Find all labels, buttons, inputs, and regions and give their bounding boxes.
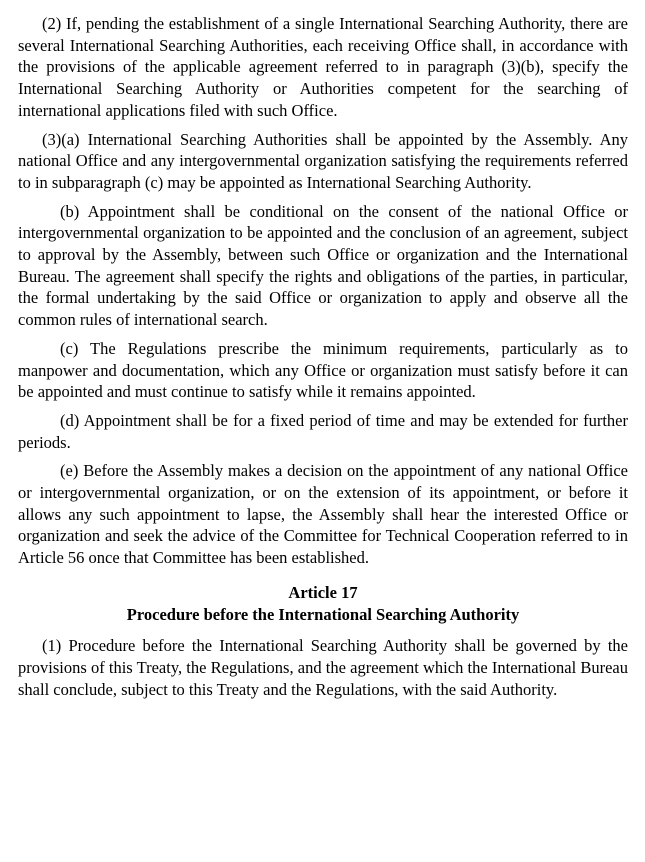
paragraph-3a: (3)(a) International Searching Authorities shall be appointed by the Assembly. Any national Office and any intergovernmental organization satisfying the requirements referred to in subparagraph (c) may be appointed as International Searching Authority. (18, 129, 628, 192)
paragraph-17-1: (1) Procedure before the International Searching Authority shall be governed by the provisions of this Treaty, the Regulations, and the agreement which the International Bureau shall conclude, subject to this Treaty and the Regulations, with the said Authority. (18, 636, 628, 699)
article-title-heading: Procedure before the International Searching Authority (126, 604, 520, 624)
paragraph-3d: (d) Appointment shall be for a fixed period of time and may be extended for further periods. (18, 410, 628, 452)
paragraph-3e: (e) Before the Assembly makes a decision on the appointment of any national Office or intergovernmental organization, or on the extension of its appointment, or before it allows any such appointment to lapse, the Assembly shall hear the interested Office or organization and seek the advice of the Committee for Technical Cooperation referred to in Article 56 once that Committee has been established. (18, 461, 628, 568)
article-number-heading: Article 17 (288, 582, 358, 602)
paragraph-3b: (b) Appointment shall be conditional on the consent of the national Office or intergovernmental organization to be appointed and the conclusion of an agreement, subject to approval by the Assembly, between such Office or organization and the International Bureau. The agreement shall specify the rights and obligations of the parties, in particular, the formal undertaking by the said Office or organization to apply and observe all the common rules of international search. (18, 201, 628, 330)
paragraph-3c: (c) The Regulations prescribe the minimum requirements, particularly as to manpower and documentation, which any Office or organization must satisfy before it can be appointed and must continue to satisfy while it remains appointed. (18, 338, 628, 402)
paragraph-2: (2) If, pending the establishment of a single International Searching Authority, there are several International Searching Authorities, each receiving Office shall, in accordance with the provisions of the applicable agreement referred to in paragraph (3)(b), specify the International Searching Authority or Authorities competent for the searching of international applications filed with such Office. (18, 14, 628, 120)
